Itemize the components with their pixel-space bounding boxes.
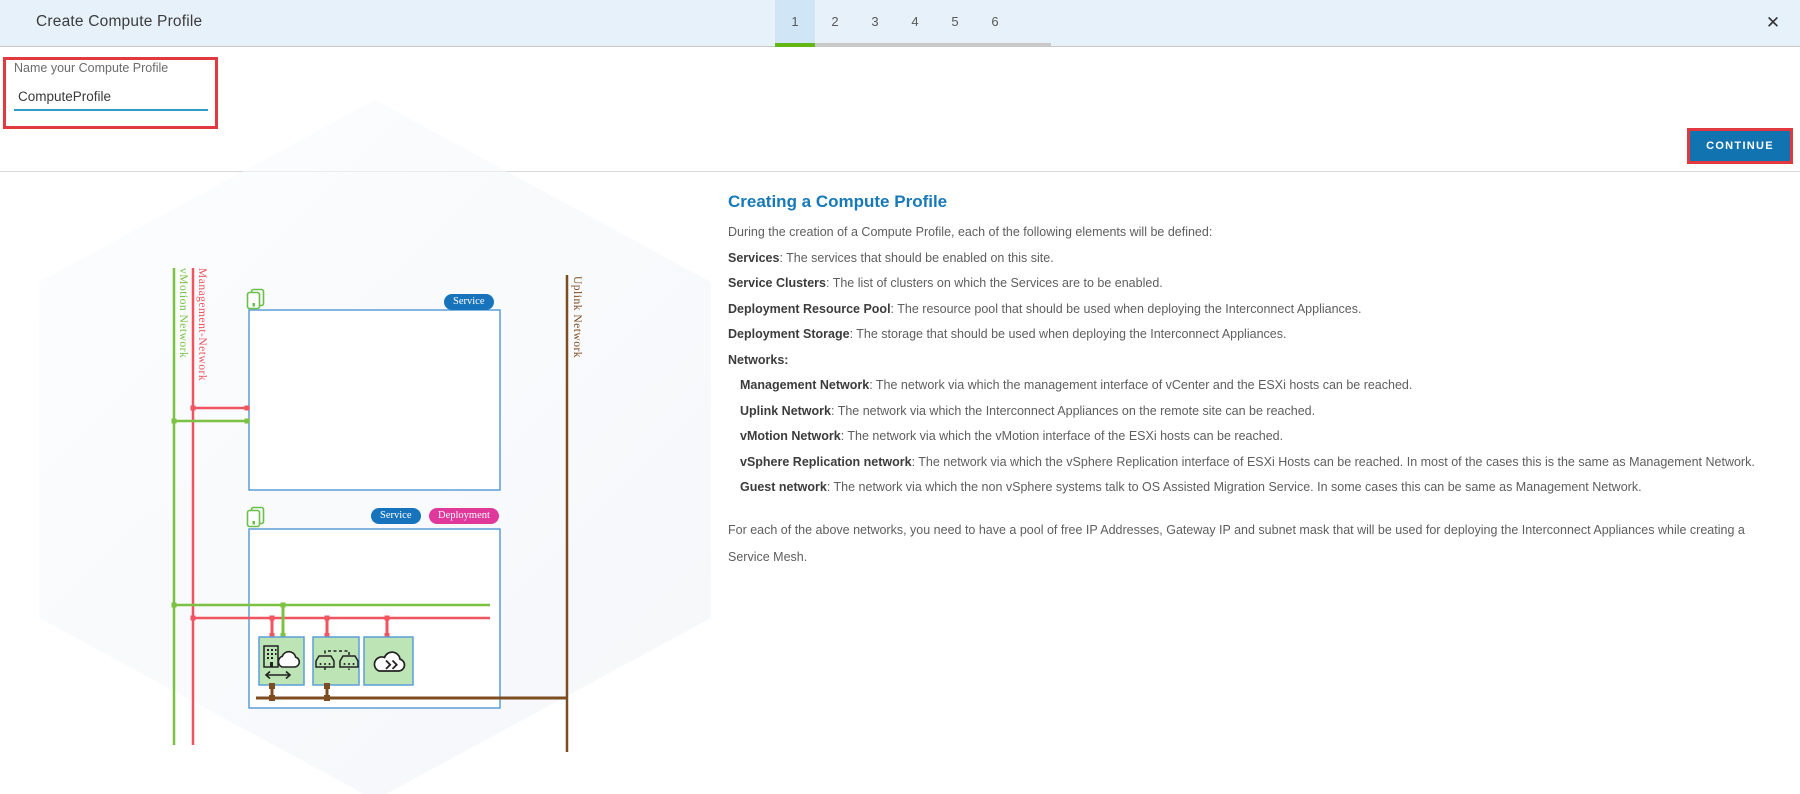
network-extension-appliance-icon: [315, 648, 359, 676]
network-topology-diagram: [0, 0, 640, 794]
service-badge: Service: [371, 508, 421, 524]
info-panel: [728, 192, 1794, 571]
info-item: Deployment Storage: The storage that should be used when deploying the Interconnect Appliances.: [728, 327, 1287, 341]
wizard-step-1[interactable]: 1: [775, 0, 815, 47]
continue-button[interactable]: CONTINUE: [1690, 131, 1790, 161]
info-intro: During the creation of a Compute Profile, each of the following elements will be defined:: [728, 225, 1213, 239]
vmotion-network-label: vMotion Network: [177, 268, 189, 359]
wizard-step-track: [1015, 0, 1051, 47]
wizard-step-5[interactable]: 5: [935, 0, 975, 47]
info-item: vMotion Network: The network via which the vMotion interface of the ESXi hosts can be reached.: [740, 429, 1284, 443]
dialog-title: Create Compute Profile: [36, 13, 203, 30]
wizard-step-2[interactable]: 2: [815, 0, 855, 47]
info-item: Uplink Network: The network via which the Interconnect Appliances on the remote site can be reached.: [740, 403, 1316, 418]
info-item: Services: The services that should be enabled on this site.: [728, 250, 1054, 265]
wizard-step-4[interactable]: 4: [895, 0, 935, 47]
info-item: Management Network: The network via which the management interface of vCenter and the ESXi hosts can be reached.: [740, 378, 1413, 392]
wan-optimization-appliance-icon: [371, 646, 407, 676]
info-item: Guest network: The network via which the non vSphere systems talk to OS Assisted Migration Service. In some cases this can be same as Management Network.: [740, 480, 1642, 494]
interconnect-appliance-icon: [262, 644, 302, 680]
info-heading: Creating a Compute Profile: [728, 192, 948, 211]
management-network-label: Management-Network: [196, 268, 208, 382]
org-icon: [246, 288, 266, 310]
info-footer: For each of the above networks, you need to have a pool of free IP Addresses, Gateway IP and subnet mask that will be used for deploying the Interconnect Appliances while creating a Service Mesh.: [728, 523, 1745, 564]
info-item: vSphere Replication network: The network via which the vSphere Replication interface of ESXi Hosts can be reached. In most of the cases this is the same as Management Network.: [740, 454, 1755, 469]
info-item: Service Clusters: The list of clusters on which the Services are to be enabled.: [728, 276, 1163, 290]
service-badge: Service: [444, 294, 494, 310]
info-item: Networks:: [728, 352, 789, 367]
compute-profile-name-label: Name your Compute Profile: [14, 61, 169, 75]
wizard-step-6[interactable]: 6: [975, 0, 1015, 47]
org-icon: [246, 506, 266, 528]
wizard-step-3[interactable]: 3: [855, 0, 895, 47]
info-item: Deployment Resource Pool: The resource pool that should be used when deploying the Interconnect Appliances.: [728, 301, 1362, 316]
uplink-network-label: Uplink Network: [571, 276, 583, 359]
wizard-step-indicator: [775, 0, 1051, 47]
deployment-badge: Deployment: [429, 508, 499, 524]
close-icon[interactable]: ✕: [1765, 13, 1781, 32]
